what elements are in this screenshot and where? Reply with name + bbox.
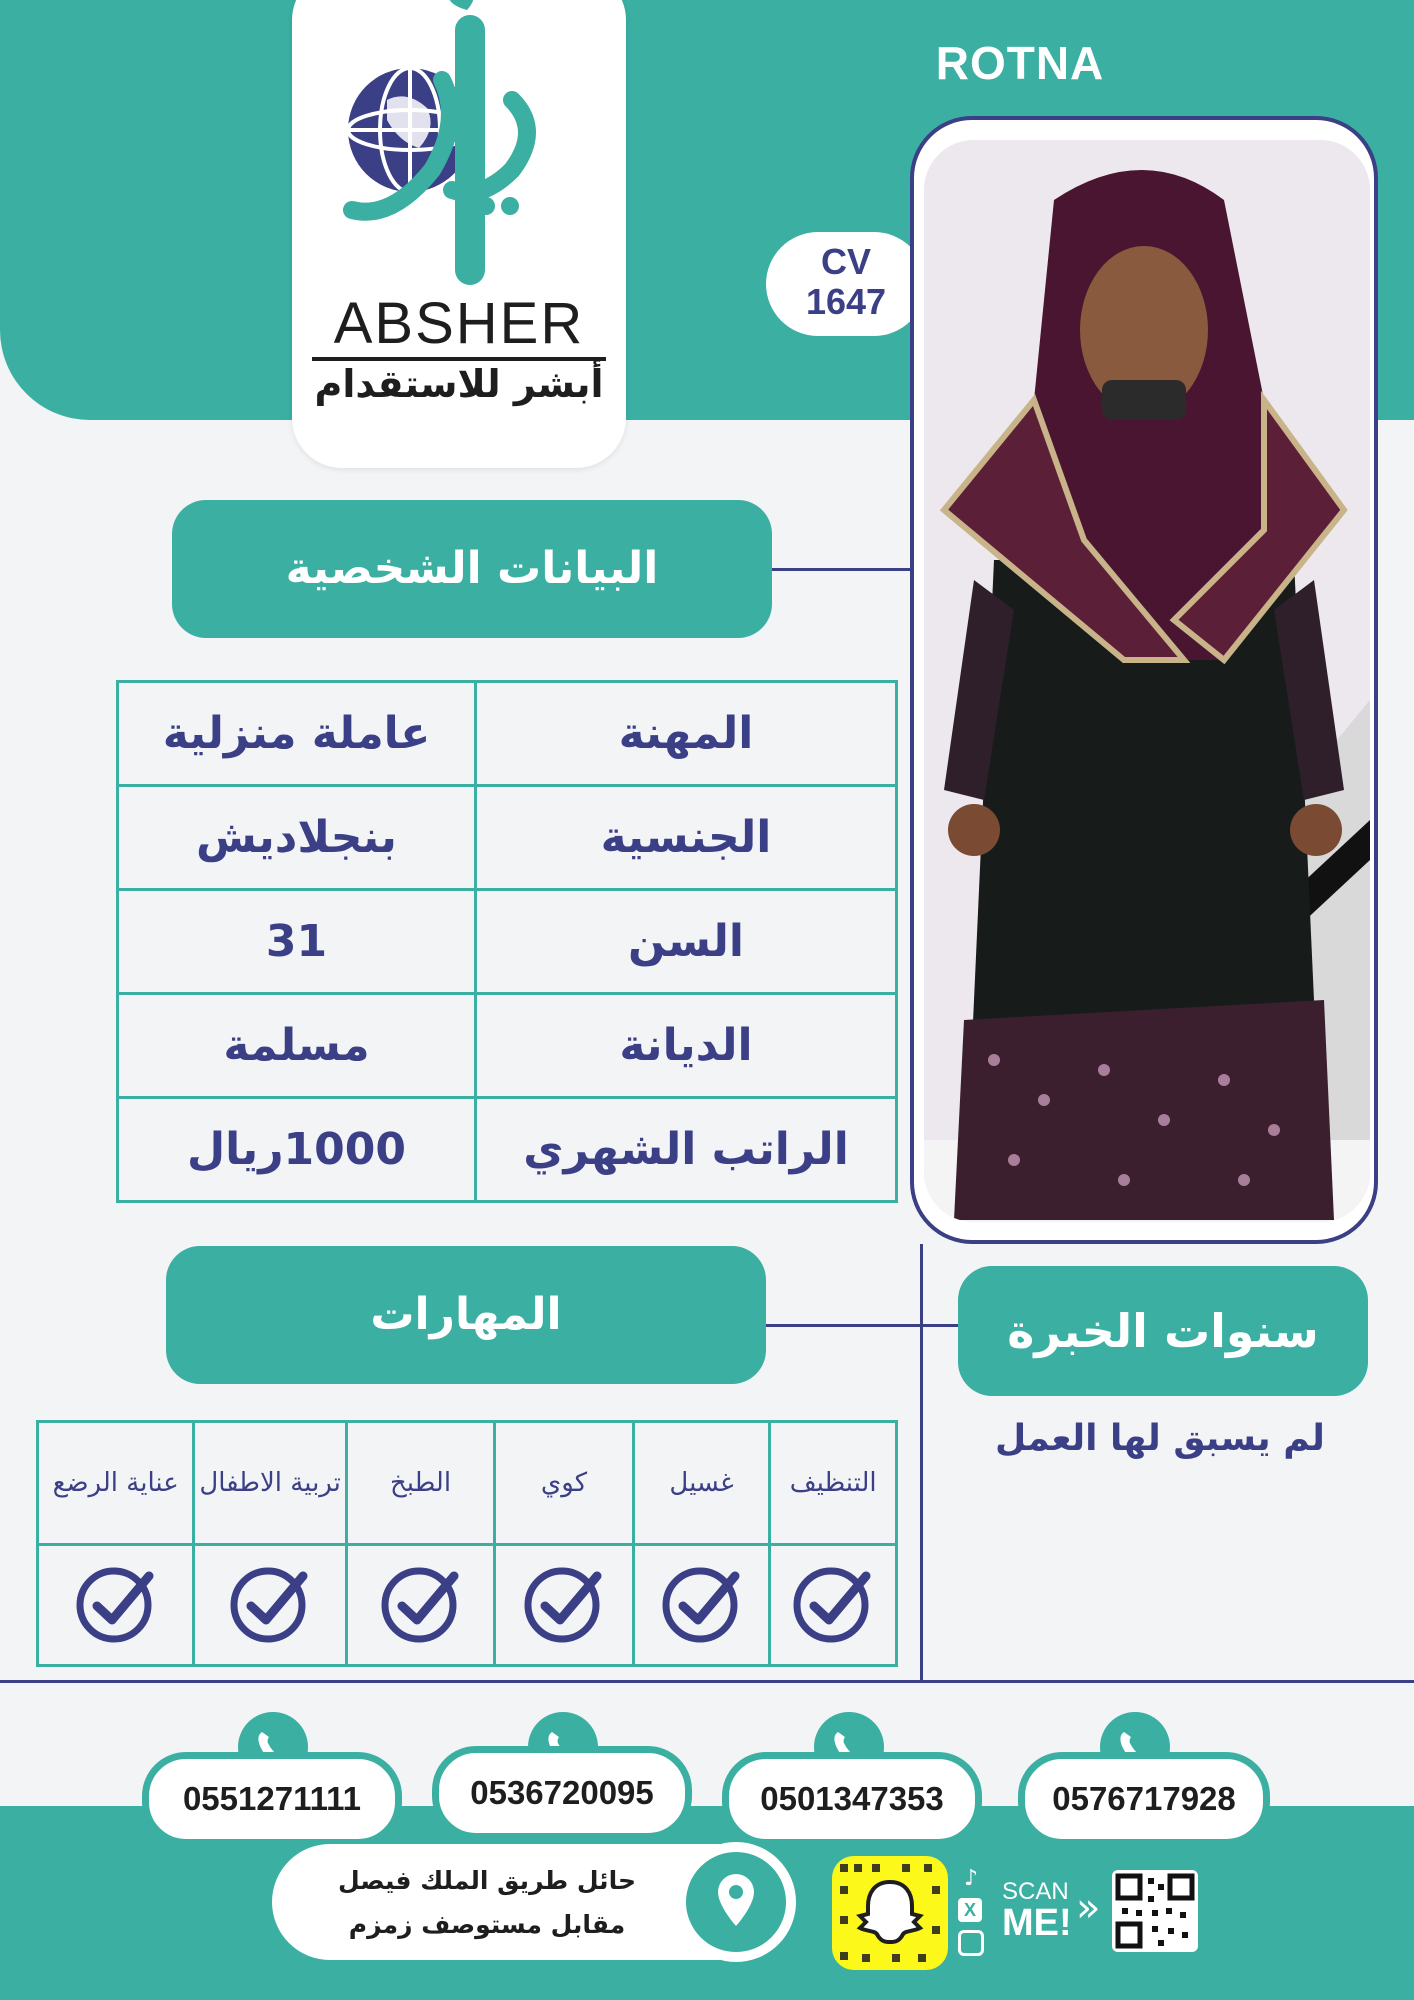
table-row xyxy=(118,890,897,994)
skill-check-cell xyxy=(633,1545,770,1666)
value-cell: عاملة منزلية xyxy=(118,682,476,786)
skills-label-row xyxy=(38,1422,897,1545)
skill-label: تربية الاطفال xyxy=(194,1422,346,1545)
cv-number: 1647 xyxy=(805,281,887,322)
connector-line xyxy=(766,1324,960,1327)
vertical-divider xyxy=(920,1244,923,1682)
table-row xyxy=(118,994,897,1098)
logo-latin-text: ABSHER xyxy=(312,290,606,361)
label-cell: المهنة xyxy=(476,682,897,786)
skill-label: كوي xyxy=(495,1422,634,1545)
snapchat-code[interactable] xyxy=(832,1856,948,1970)
qr-code-icon xyxy=(1112,1870,1198,1952)
personal-data-table xyxy=(116,680,898,1203)
location-pin-icon xyxy=(686,1852,786,1952)
table-row xyxy=(118,786,897,890)
value-cell: بنجلاديش xyxy=(118,786,476,890)
value-cell: 1000ريال xyxy=(118,1098,476,1202)
qr-code[interactable] xyxy=(1112,1870,1198,1952)
skill-label: التنظيف xyxy=(770,1422,897,1545)
me-text: ME! xyxy=(1002,1902,1072,1944)
personal-data-heading: البيانات الشخصية xyxy=(172,500,772,638)
location-pin-button[interactable] xyxy=(676,1842,796,1962)
label-cell: السن xyxy=(476,890,897,994)
label-cell: الراتب الشهري xyxy=(476,1098,897,1202)
skills-heading: المهارات xyxy=(166,1246,766,1384)
cv-badge xyxy=(766,232,926,336)
snapchat-icon xyxy=(832,1856,948,1970)
phone-number[interactable]: 0501347353 xyxy=(722,1752,982,1846)
skill-check-cell xyxy=(770,1545,897,1666)
tiktok-icon[interactable]: ♪ xyxy=(963,1866,979,1891)
check-circle-icon xyxy=(229,1562,311,1644)
label-cell: الجنسية xyxy=(476,786,897,890)
skill-check-cell xyxy=(38,1545,194,1666)
skill-check-cell xyxy=(346,1545,494,1666)
check-circle-icon xyxy=(523,1562,605,1644)
skills-table xyxy=(36,1420,898,1667)
value-cell: مسلمة xyxy=(118,994,476,1098)
footer-divider xyxy=(0,1680,1414,1683)
instagram-icon[interactable] xyxy=(958,1930,984,1956)
skill-label: الطبخ xyxy=(346,1422,494,1545)
value-cell: 31 xyxy=(118,890,476,994)
check-circle-icon xyxy=(661,1562,743,1644)
worker-photo-illustration xyxy=(924,140,1370,1222)
skill-check-cell xyxy=(495,1545,634,1666)
phone-number[interactable]: 0551271111 xyxy=(142,1752,402,1846)
phone-number[interactable]: 0536720095 xyxy=(432,1746,692,1840)
skills-check-row xyxy=(38,1545,897,1666)
table-row xyxy=(118,682,897,786)
skill-label: عناية الرضع xyxy=(38,1422,194,1545)
address-line-1: حائل طريق الملك فيصل xyxy=(338,1866,636,1895)
check-circle-icon xyxy=(380,1562,462,1644)
worker-name: ROTNA xyxy=(935,37,1105,89)
label-cell: الديانة xyxy=(476,994,897,1098)
logo-card xyxy=(292,0,626,468)
scan-me-label xyxy=(1002,1880,1072,1942)
check-circle-icon xyxy=(792,1562,874,1644)
table-row xyxy=(118,1098,897,1202)
check-circle-icon xyxy=(75,1562,157,1644)
cv-label: CV xyxy=(820,241,871,282)
phone-number[interactable]: 0576717928 xyxy=(1018,1752,1270,1846)
connector-line xyxy=(772,568,912,571)
skill-label: غسيل xyxy=(633,1422,770,1545)
skill-check-cell xyxy=(194,1545,346,1666)
chevron-right-icon: » xyxy=(1076,1885,1101,1931)
address-line-2: مقابل مستوصف زمزم xyxy=(348,1910,626,1939)
scan-text: SCAN xyxy=(1002,1878,1069,1905)
x-icon[interactable]: X xyxy=(958,1898,982,1922)
logo-arabic-text: أبشر للاستقدام xyxy=(314,362,604,406)
worker-photo xyxy=(924,140,1370,1222)
experience-heading: سنوات الخبرة xyxy=(958,1266,1368,1396)
experience-text: لم يسبق لها العمل xyxy=(995,1418,1325,1459)
